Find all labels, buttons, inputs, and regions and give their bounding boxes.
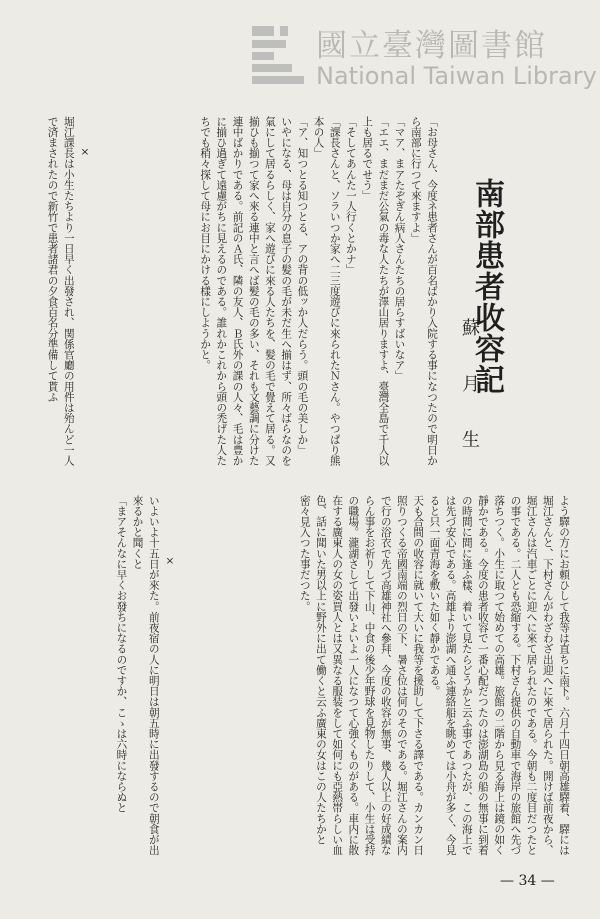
article-title: 南部患者收容記 [469, 178, 504, 395]
paragraph: 天も合間の收容に就いて大いに我等を援助して下さる譯である。カンカン日照りつくる帝國南端の烈日の下、暑さ位は何のそのである。堀江さんの案内で行の浴衣で先づ高雄神社へ參拜、今度の收容が無事、幾人以上の好成績ならん事をお祈りして下山、中食の後少年野球を見物したりして、小生は受持の職場。瀧湖さして出發いよいよ一人になつて心強くものがある。車内に散在する廣東人の女の姿買人とは又異なる服装をして如何にも亞熱帯らしい血色、話に聞いた男以上に野外に出て働くと云ふ廣東の女はこの人たちかと密々見入つた事だつた。 [298, 495, 425, 856]
page-number: — 34 — [500, 873, 555, 889]
upper-text-block-continued [5, 116, 93, 471]
paragraph: 「課長さんと、ソラいつか家へ二三度遊びに來られたＮさん。やつぱり熊本の人」 [312, 116, 341, 466]
paragraph: 「マア、まアたぞぎん病人さんたちの居らすばいなア」 [393, 116, 406, 381]
section-separator: × [164, 555, 176, 567]
watermark-english: National Taiwan Library [316, 62, 597, 90]
tier-divider [36, 483, 566, 484]
paragraph: 「まアそんなに早くお發ちになるのですか、こゝは六時にならぬと [115, 495, 128, 813]
lower-text-block-continued [100, 495, 178, 865]
paragraph: いやになる、母は自分の息子の髪の毛が未だ生へ揃はず、所々ばらなのを氣にして居るらしく、家へ遊びに來る人たちを、髪の毛で覺えて居る。又揃ひも揃つて家へ來る連中と言へば髪の毛の多い、それも文藝調に分けた連中ばかりである。前記のＡ氏、隣の友人、Ｂ氏外の課の人々、毛は豊かに揃ひ過ぎて遠慮がちに見えるのである。誰れかこれから頭の禿げた人たちでも稍々探して母にお目にかける樣にしようかと。 [199, 116, 293, 466]
section-separator: × [79, 146, 91, 158]
paragraph: 「エエ、まだまだ公氣の毒な人たちが澤山居りますよ、臺灣全島で千人以上も居るでせう」 [361, 116, 390, 466]
watermark [250, 18, 595, 98]
article-author: 蘇 月 生 [459, 318, 480, 458]
paragraph: いよいよ十五日が來た。前夜宿の人に明日は朝五時に出發するので朝食が出來るかと聞くと [131, 495, 160, 856]
paragraph: 堀江課長は小生たちより一日早く出發され、関係官廳の用件は殆んど一人で済まされたので新竹で患者諸君の夕食百名分準備して貰ふ [46, 116, 75, 466]
upper-text-block [100, 116, 440, 471]
watermark-chinese: 國立臺灣圖書館 [316, 28, 547, 64]
paragraph: 「ア、知つとる知つとる、アの背の低ッか人だらう。頭の毛の美しか」 [296, 116, 309, 456]
paragraph: 「そしてあんた一人行くとかナ」 [344, 116, 357, 275]
paragraph: よう驛の方にお頼ひして我等は直ちに南下。六月十四日朝高雄驛着、驛には堀江さんと、下村さんがわざわざ出迎へに來て居られた。開けば前夜から、堀江さんは汽車ごとに迎へに來て居られたのである。今朝も二度目だつたとの事である。二人とも恐縮する。下村さん提供の自動車で海岸の旅館へ先づ落ちつく。小生に取つて始めての高雄。旅館の二階から見る海上は鏡の如く靜かである。今度の患者收容で一番心配だつたのは澎湖島の船の無事に到着の時間に間に逢ふ樣、着いて見たらどうかと云ふ事であつたが、この海上では先づ安心である。高雄より澎湖へ通ふ連絡船を眺めては小舟が多く、今見ると只一面青海を敷いた如く靜かである。 [428, 495, 570, 856]
library-logo-icon [250, 24, 308, 86]
lower-text-block [182, 495, 572, 865]
paragraph: 「お母さん、今度ネ患者さんが百名ばかり入院する事になつたので明日から南部に行つて來ますよ」 [409, 116, 438, 466]
